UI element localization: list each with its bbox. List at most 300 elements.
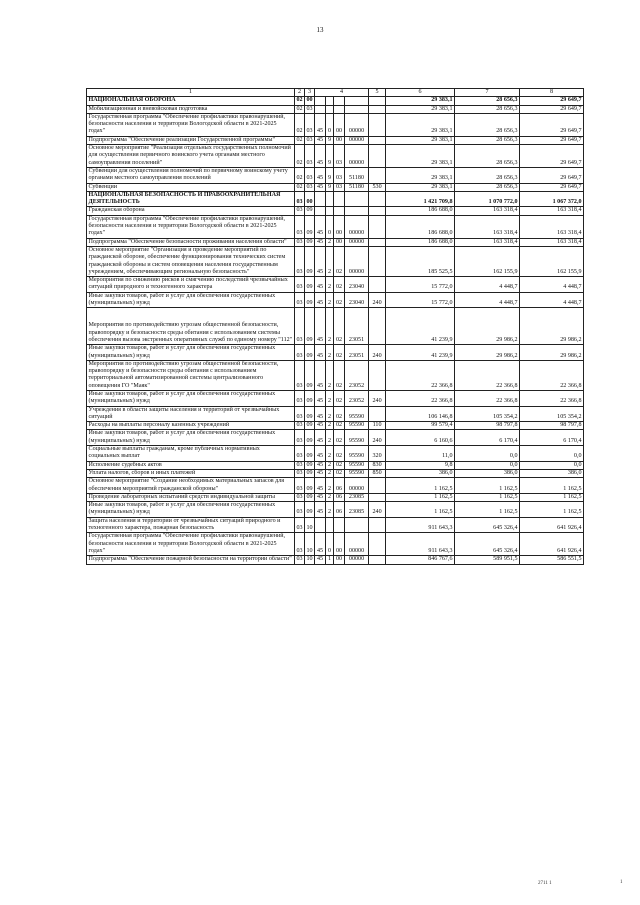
row-target-subprogram-cell: 2: [326, 360, 334, 390]
row-expense-type-cell: 240: [369, 345, 386, 361]
row-year-3-cell: 163 318,4: [520, 215, 584, 238]
row-section-cell: 03: [295, 292, 305, 308]
table-row: [87, 183, 584, 191]
row-subsection-cell: 00: [305, 191, 315, 207]
row-target-direction-cell: 23051: [345, 345, 369, 361]
row-target-program-cell: 45: [315, 136, 326, 144]
table-row: [87, 390, 584, 406]
row-target-event-cell: 02: [334, 292, 345, 308]
row-section-cell: 03: [296, 493, 303, 500]
row-target-event-cell: 02: [334, 390, 345, 406]
row-section-cell: 03: [296, 422, 303, 429]
row-year-1-cell: 29 383,1: [386, 167, 455, 183]
row-target-program-cell: 45: [315, 446, 326, 462]
row-name-cell: Иные закупки товаров, работ и услуг для обеспечения государственных (муниципальных) нужд: [87, 502, 295, 518]
row-subsection-cell: 09: [305, 390, 315, 406]
row-year-3-cell: 22 366,8: [520, 390, 584, 406]
row-year-2-cell: 98 797,8: [455, 422, 520, 430]
row-year-3-cell: 586 551,5: [520, 556, 584, 564]
row-target-subprogram-cell: 2: [326, 238, 334, 246]
col-header-year-2: 7: [455, 89, 520, 97]
row-year-3-cell: 163 318,4: [520, 207, 584, 215]
row-subsection-cell: 09: [305, 246, 315, 276]
row-target-program-cell: 45: [315, 406, 326, 422]
row-target-direction-cell: 00000: [345, 478, 369, 494]
row-target-program-cell: 45: [315, 215, 326, 238]
row-name-cell: Мобилизационная и вневойсковая подготовка: [87, 105, 295, 113]
row-target-event-cell: 06: [334, 478, 345, 494]
row-year-1-cell: 1 162,5: [386, 502, 455, 518]
table-row: [87, 97, 584, 105]
row-section-cell: 02: [296, 105, 303, 112]
row-year-2-cell: 28 656,3: [455, 145, 520, 168]
row-subsection-cell: 09: [305, 215, 315, 238]
row-target-event-cell: 02: [334, 277, 345, 293]
row-year-1-cell: 29 383,1: [386, 113, 455, 136]
table-row: [87, 430, 584, 446]
row-year-3-cell: 6 170,4: [520, 430, 584, 446]
row-target-direction-cell: 00000: [345, 238, 369, 246]
row-section-cell: 03: [295, 430, 305, 446]
row-year-1-cell: 99 579,4: [386, 422, 455, 430]
row-year-1-cell: 22 366,8: [386, 360, 455, 390]
table-row: [87, 533, 584, 556]
row-target-program-cell: 45: [315, 478, 326, 494]
row-year-2-cell: 0,0: [455, 461, 520, 469]
row-section-cell: 02: [296, 183, 303, 190]
row-year-2-cell: 29 986,2: [455, 308, 520, 345]
row-target-event-cell: 00: [334, 556, 345, 564]
row-target-subprogram-cell: 2: [326, 390, 334, 406]
table-row: [87, 345, 584, 361]
row-section-cell: 03: [296, 207, 303, 214]
row-target-subprogram-cell: 2: [326, 446, 334, 462]
row-target-program-cell: [315, 207, 326, 215]
row-target-direction-cell: 95590: [345, 446, 369, 462]
row-year-1-cell: 1 421 709,8: [386, 191, 455, 207]
row-target-event-cell: 00: [334, 533, 345, 556]
row-expense-type-cell: 240: [369, 502, 386, 518]
row-target-program-cell: 45: [315, 461, 326, 469]
row-name-cell: Государственная программа "Обеспечение профилактики правонарушений, безопасности населения и территории Вологодской области в 2021-2025 годах": [87, 215, 295, 238]
row-target-direction-cell: 23040: [345, 277, 369, 293]
row-section-cell: 03: [295, 215, 305, 238]
row-section-cell: 03: [296, 556, 303, 563]
table-row: [87, 292, 584, 308]
row-subsection-cell: 03: [306, 105, 313, 112]
row-section-cell: 03: [295, 308, 305, 345]
row-target-subprogram-cell: 9: [326, 183, 334, 191]
row-name-cell: Основное мероприятие "Организация и проведение мероприятий по гражданской обороне, обеспечение функционирования технических систем гражданской обороны и систем оповещения населения государственным учреждением, обеспечивающим региональную безопасность": [87, 246, 295, 276]
row-year-2-cell: 28 656,3: [455, 136, 520, 144]
row-target-event-cell: 02: [334, 446, 345, 462]
row-target-direction-cell: 23085: [345, 493, 369, 501]
row-year-2-cell: 28 656,3: [455, 113, 520, 136]
table-row: [87, 493, 584, 501]
row-target-subprogram-cell: 1: [326, 556, 334, 564]
row-target-subprogram-cell: 0: [326, 113, 334, 136]
row-target-direction-cell: 23085: [345, 502, 369, 518]
table-row: [87, 360, 584, 390]
row-target-direction-cell: 23051: [345, 308, 369, 345]
row-year-1-cell: 41 239,9: [386, 345, 455, 361]
row-target-direction-cell: [345, 191, 369, 207]
row-year-2-cell: 28 656,3: [455, 97, 520, 105]
row-year-1-cell: 22 366,8: [386, 390, 455, 406]
row-name-cell: Иные закупки товаров, работ и услуг для обеспечения государственных (муниципальных) нужд: [87, 292, 295, 308]
row-name-cell: Основное мероприятие "Создание необходимых материальных запасов для обеспечения мероприятий гражданской обороны": [87, 478, 295, 494]
row-target-direction-cell: 23040: [345, 292, 369, 308]
table-row: [87, 446, 584, 462]
row-target-program-cell: 45: [315, 308, 326, 345]
row-expense-type-cell: 320: [369, 446, 386, 462]
row-target-program-cell: 45: [315, 277, 326, 293]
row-subsection-cell: 03: [305, 167, 315, 183]
row-year-3-cell: 641 926,4: [520, 517, 584, 533]
row-year-2-cell: 4 448,7: [455, 277, 520, 293]
table-row: [87, 215, 584, 238]
row-year-3-cell: 29 986,2: [520, 308, 584, 345]
row-subsection-cell: 03: [306, 136, 313, 143]
row-target-subprogram-cell: 2: [326, 430, 334, 446]
col-header-expense-type: 5: [369, 89, 386, 97]
row-subsection-cell: 09: [305, 345, 315, 361]
row-expense-type-cell: [369, 517, 386, 533]
row-target-direction-cell: 23052: [345, 390, 369, 406]
row-subsection-cell: 09: [306, 238, 313, 245]
row-expense-type-cell: [369, 113, 386, 136]
row-year-2-cell: 28 656,3: [455, 167, 520, 183]
budget-table: [86, 88, 584, 565]
row-subsection-cell: 10: [306, 556, 313, 563]
row-target-direction-cell: 95590: [345, 430, 369, 446]
row-year-3-cell: 4 448,7: [520, 292, 584, 308]
row-target-program-cell: 45: [315, 238, 326, 246]
row-section-cell: 03: [295, 533, 305, 556]
row-year-3-cell: 105 354,2: [520, 406, 584, 422]
row-section-cell: 02: [295, 113, 305, 136]
row-target-subprogram-cell: 2: [326, 308, 334, 345]
row-year-1-cell: 9,8: [386, 461, 455, 469]
col-header-name: 1: [87, 89, 295, 97]
row-subsection-cell: 03: [305, 145, 315, 168]
table-row: [87, 502, 584, 518]
row-section-cell: 03: [295, 390, 305, 406]
row-section-cell: 03: [295, 478, 305, 494]
row-expense-type-cell: [369, 145, 386, 168]
row-name-cell: Социальные выплаты гражданам, кроме публичных нормативных социальных выплат: [87, 446, 295, 462]
row-section-cell: 02: [296, 97, 303, 104]
row-target-event-cell: 02: [334, 406, 345, 422]
table-row: [87, 136, 584, 144]
row-year-3-cell: 0,0: [520, 461, 584, 469]
row-expense-type-cell: [369, 215, 386, 238]
row-target-direction-cell: [345, 517, 369, 533]
row-section-cell: 03: [295, 191, 305, 207]
row-name-cell: Подпрограмма "Обеспечение реализации Государственной программы": [87, 136, 295, 144]
col-header-year-1: 6: [386, 89, 455, 97]
row-year-1-cell: 29 383,1: [386, 145, 455, 168]
row-target-event-cell: 02: [334, 360, 345, 390]
row-target-subprogram-cell: 2: [326, 469, 334, 477]
row-name-cell: Учреждения в области защиты населения и территорий от чрезвычайных ситуаций: [87, 406, 295, 422]
footer-code: 2711 1: [538, 881, 552, 886]
row-year-3-cell: 4 448,7: [520, 277, 584, 293]
row-target-program-cell: 45: [315, 167, 326, 183]
row-year-2-cell: 6 170,4: [455, 430, 520, 446]
row-year-1-cell: 11,0: [386, 446, 455, 462]
row-expense-type-cell: [369, 556, 386, 564]
row-expense-type-cell: 830: [369, 461, 386, 469]
row-year-2-cell: 1 070 772,0: [455, 191, 520, 207]
row-name-cell: Субвенции для осуществления полномочий по первичному воинскому учету органами местного самоуправления поселений: [87, 167, 295, 183]
row-name-cell: Проведение лабораторных испытаний средств индивидуальной защиты: [87, 493, 295, 501]
row-expense-type-cell: [369, 207, 386, 215]
row-year-1-cell: 186 688,0: [386, 215, 455, 238]
row-target-program-cell: 45: [315, 493, 326, 501]
row-target-program-cell: 45: [315, 145, 326, 168]
row-target-subprogram-cell: [326, 97, 334, 105]
header-row: [87, 89, 584, 97]
row-subsection-cell: 09: [305, 478, 315, 494]
row-target-program-cell: 45: [315, 360, 326, 390]
row-expense-type-cell: [369, 246, 386, 276]
row-year-2-cell: 386,0: [455, 469, 520, 477]
row-subsection-cell: 09: [306, 493, 313, 500]
row-target-event-cell: [334, 517, 345, 533]
row-target-subprogram-cell: 9: [326, 136, 334, 144]
table-row: [87, 422, 584, 430]
row-target-event-cell: 00: [334, 215, 345, 238]
row-target-program-cell: 45: [315, 345, 326, 361]
table-row: [87, 556, 584, 564]
row-target-event-cell: [334, 207, 345, 215]
row-year-1-cell: 6 160,6: [386, 430, 455, 446]
row-year-2-cell: 162 155,9: [455, 246, 520, 276]
row-target-subprogram-cell: 0: [326, 215, 334, 238]
row-year-2-cell: 4 448,7: [455, 292, 520, 308]
row-year-1-cell: 846 767,6: [386, 556, 455, 564]
row-target-direction-cell: 95590: [345, 406, 369, 422]
row-target-program-cell: 45: [315, 556, 326, 564]
row-year-1-cell: 185 525,5: [386, 246, 455, 276]
row-expense-type-cell: [369, 136, 386, 144]
row-expense-type-cell: [369, 105, 386, 113]
row-year-3-cell: 386,0: [520, 469, 584, 477]
row-target-direction-cell: [345, 97, 369, 105]
row-subsection-cell: 09: [305, 308, 315, 345]
row-target-direction-cell: 23052: [345, 360, 369, 390]
row-expense-type-cell: [369, 533, 386, 556]
row-target-event-cell: [334, 105, 345, 113]
row-subsection-cell: 09: [306, 207, 313, 214]
row-target-subprogram-cell: 2: [326, 502, 334, 518]
row-year-2-cell: 163 318,4: [455, 207, 520, 215]
row-target-subprogram-cell: 2: [326, 493, 334, 501]
row-subsection-cell: 09: [305, 277, 315, 293]
row-section-cell: 03: [295, 345, 305, 361]
row-target-event-cell: 03: [334, 167, 345, 183]
row-expense-type-cell: [369, 167, 386, 183]
row-year-1-cell: 911 643,3: [386, 517, 455, 533]
row-target-subprogram-cell: 9: [326, 145, 334, 168]
row-target-direction-cell: 95590: [345, 461, 369, 469]
row-name-cell: Субвенции: [87, 183, 295, 191]
row-subsection-cell: 09: [306, 461, 313, 468]
row-year-3-cell: 641 926,4: [520, 533, 584, 556]
row-year-1-cell: 1 162,5: [386, 493, 455, 501]
row-section-cell: 02: [295, 167, 305, 183]
row-year-1-cell: 15 772,0: [386, 292, 455, 308]
row-target-event-cell: 02: [334, 345, 345, 361]
row-target-program-cell: 45: [315, 430, 326, 446]
row-name-cell: Государственная программа "Обеспечение профилактики правонарушений, безопасности населения и территории Вологодской области в 2021-2025 годах": [87, 113, 295, 136]
table-row: [87, 105, 584, 113]
row-subsection-cell: 00: [306, 97, 313, 104]
row-target-direction-cell: 51180: [345, 167, 369, 183]
row-target-subprogram-cell: 2: [326, 345, 334, 361]
row-target-event-cell: 00: [334, 238, 345, 246]
row-target-event-cell: 03: [334, 183, 345, 191]
table-row: [87, 478, 584, 494]
row-year-2-cell: 645 326,4: [455, 517, 520, 533]
row-target-direction-cell: [345, 207, 369, 215]
row-year-2-cell: 163 318,4: [455, 215, 520, 238]
row-year-3-cell: 29 649,7: [520, 97, 584, 105]
row-year-2-cell: 22 366,8: [455, 360, 520, 390]
row-name-cell: Подпрограмма "Обеспечение пожарной безопасности на территории области": [87, 556, 295, 564]
row-year-3-cell: 22 366,8: [520, 360, 584, 390]
table-row: [87, 191, 584, 207]
row-year-3-cell: 162 155,9: [520, 246, 584, 276]
row-subsection-cell: 09: [305, 446, 315, 462]
row-year-3-cell: 98 797,8: [520, 422, 584, 430]
row-section-cell: 02: [295, 145, 305, 168]
row-subsection-cell: 09: [306, 422, 313, 429]
row-name-cell: Исполнение судебных актов: [87, 461, 295, 469]
row-target-event-cell: 02: [334, 422, 345, 430]
row-target-subprogram-cell: 2: [326, 422, 334, 430]
row-name-cell: Основное мероприятие "Реализация отдельных государственных полномочий для осуществления первичного воинского учета органами местного самоуправления поселений": [87, 145, 295, 168]
row-year-1-cell: 29 383,1: [386, 136, 455, 144]
row-name-cell: Мероприятия по противодействию угрозам общественной безопасности, правопорядку и безопасности среды обитания с использованием системы обеспечения вызова экстренных оперативных служб по единому номеру "112": [87, 308, 295, 345]
row-expense-type-cell: [369, 493, 386, 501]
row-name-cell: Подпрограмма "Обеспечение безопасности проживания населения области": [87, 238, 295, 246]
row-target-event-cell: 06: [334, 502, 345, 518]
row-target-direction-cell: 00000: [345, 145, 369, 168]
col-header-target-article: 4: [315, 89, 369, 97]
row-target-direction-cell: 95590: [345, 422, 369, 430]
row-subsection-cell: 09: [305, 430, 315, 446]
row-target-event-cell: 03: [334, 145, 345, 168]
row-subsection-cell: 10: [305, 517, 315, 533]
row-target-event-cell: 02: [334, 469, 345, 477]
row-target-program-cell: 45: [315, 469, 326, 477]
row-name-cell: Государственная программа "Обеспечение профилактики правонарушений, безопасности населения и территории Вологодской области в 2021-2025 годах": [87, 533, 295, 556]
row-section-cell: 03: [296, 469, 303, 476]
row-target-event-cell: [334, 97, 345, 105]
row-expense-type-cell: [369, 238, 386, 246]
row-name-cell: Защита населения и территории от чрезвычайных ситуаций природного и техногенного характера, пожарная безопасность: [87, 517, 295, 533]
row-expense-type-cell: [369, 478, 386, 494]
table-row: [87, 207, 584, 215]
row-target-program-cell: 45: [315, 183, 326, 191]
row-target-event-cell: 06: [334, 493, 345, 501]
row-expense-type-cell: 240: [369, 292, 386, 308]
row-target-event-cell: 00: [334, 136, 345, 144]
row-target-event-cell: [334, 191, 345, 207]
row-year-1-cell: 29 383,1: [386, 105, 455, 113]
row-target-subprogram-cell: [326, 517, 334, 533]
row-year-3-cell: 29 649,7: [520, 145, 584, 168]
row-target-direction-cell: 00000: [345, 215, 369, 238]
row-expense-type-cell: [369, 277, 386, 293]
row-subsection-cell: 09: [305, 360, 315, 390]
row-target-program-cell: [315, 191, 326, 207]
row-year-3-cell: 163 318,4: [520, 238, 584, 246]
table-row: [87, 246, 584, 276]
row-year-2-cell: 645 326,4: [455, 533, 520, 556]
row-target-event-cell: 02: [334, 461, 345, 469]
row-year-2-cell: 589 951,5: [455, 556, 520, 564]
row-name-cell: Иные закупки товаров, работ и услуг для обеспечения государственных (муниципальных) нужд: [87, 390, 295, 406]
row-year-1-cell: 911 643,3: [386, 533, 455, 556]
row-year-1-cell: 386,0: [386, 469, 455, 477]
row-section-cell: 03: [295, 277, 305, 293]
row-section-cell: 02: [296, 136, 303, 143]
row-target-subprogram-cell: [326, 207, 334, 215]
row-section-cell: 03: [295, 446, 305, 462]
row-expense-type-cell: 110: [369, 422, 386, 430]
row-year-2-cell: 22 366,8: [455, 390, 520, 406]
row-year-3-cell: 29 649,7: [520, 113, 584, 136]
row-year-3-cell: 1 162,5: [520, 493, 584, 501]
row-target-direction-cell: 51180: [345, 183, 369, 191]
row-name-cell: Мероприятия по снижению рисков и смягчению последствий чрезвычайных ситуаций природного и техногенного характера: [87, 277, 295, 293]
row-subsection-cell: 03: [306, 183, 313, 190]
table-row: [87, 113, 584, 136]
row-year-1-cell: 106 146,8: [386, 406, 455, 422]
row-section-cell: 03: [296, 238, 303, 245]
row-expense-type-cell: [369, 97, 386, 105]
row-target-program-cell: 45: [315, 113, 326, 136]
row-section-cell: 03: [295, 517, 305, 533]
row-target-direction-cell: 95590: [345, 469, 369, 477]
row-expense-type-cell: [369, 191, 386, 207]
row-year-2-cell: 1 162,5: [455, 478, 520, 494]
row-target-subprogram-cell: [326, 105, 334, 113]
row-target-subprogram-cell: 2: [326, 277, 334, 293]
row-section-cell: 03: [295, 502, 305, 518]
row-year-2-cell: 1 162,5: [455, 502, 520, 518]
table-row: [87, 308, 584, 345]
row-year-2-cell: 163 318,4: [455, 238, 520, 246]
row-target-program-cell: [315, 517, 326, 533]
row-target-direction-cell: 00000: [345, 533, 369, 556]
row-target-subprogram-cell: 2: [326, 246, 334, 276]
row-target-subprogram-cell: [326, 191, 334, 207]
table-row: [87, 277, 584, 293]
row-expense-type-cell: 240: [369, 430, 386, 446]
row-subsection-cell: 09: [305, 406, 315, 422]
row-year-3-cell: 0,0: [520, 446, 584, 462]
row-subsection-cell: 03: [305, 113, 315, 136]
row-year-3-cell: 29 649,7: [520, 105, 584, 113]
row-target-subprogram-cell: 2: [326, 406, 334, 422]
row-year-2-cell: 105 354,2: [455, 406, 520, 422]
footer-mark: 1: [620, 880, 623, 885]
row-target-program-cell: 45: [315, 292, 326, 308]
